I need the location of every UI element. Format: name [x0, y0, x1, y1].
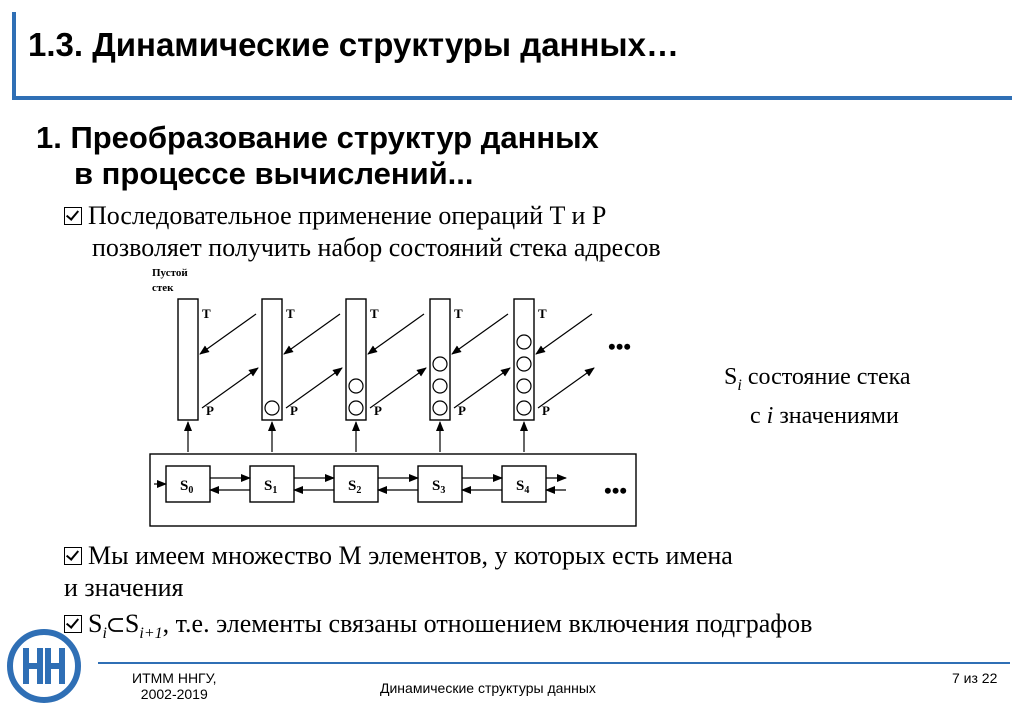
ellipsis-top: •••: [608, 334, 632, 359]
bullet-2-line2: и значения: [64, 573, 184, 602]
section-heading-line1: 1. Преобразование структур данных: [36, 120, 599, 155]
op-t-label: T: [454, 306, 463, 321]
stack-element-circle: [349, 379, 363, 393]
stack-element-circle: [517, 357, 531, 371]
bullet-1-line1: Последовательное применение операций T и P: [88, 201, 607, 230]
op-p-label: P: [206, 403, 214, 418]
stack-element-circle: [517, 379, 531, 393]
bullet-3-s1: S: [88, 609, 103, 638]
empty-stack-label: Пустой: [152, 267, 188, 279]
state-label: $S_1$: [264, 478, 278, 496]
bullet-3-sub2: i+1: [139, 625, 163, 643]
bullet-2: [64, 540, 733, 604]
op-p-arrow: [286, 368, 342, 408]
op-t-label: T: [370, 306, 379, 321]
footer-years: 2002-2019: [140, 686, 208, 702]
footer-title: Динамические структуры данных: [380, 680, 596, 696]
checkbox-icon: [64, 547, 82, 565]
ellipsis-bottom: •••: [604, 478, 628, 503]
op-p-label: P: [290, 403, 298, 418]
state-label: $S_0$: [180, 478, 194, 496]
state-label: $S_3$: [432, 478, 446, 496]
op-p-label: P: [542, 403, 550, 418]
empty-stack-label-2: стек: [152, 282, 174, 294]
stack-element-circle: [517, 401, 531, 415]
op-p-label: P: [374, 403, 382, 418]
bullet-1-line2: позволяет получить набор состояний стека адресов: [92, 233, 661, 262]
bullet-3-sub1: i: [102, 625, 107, 643]
page-title: 1.3. Динамические структуры данных…: [28, 26, 679, 63]
subset-icon: [107, 617, 125, 633]
stack-element-circle: [517, 335, 531, 349]
stack-column: [262, 299, 282, 420]
header-underline: [12, 96, 1012, 100]
unn-logo: [4, 626, 82, 704]
footer-org: [132, 670, 217, 702]
op-p-arrow: [538, 368, 594, 408]
side-note-text2-pre: с: [750, 402, 767, 429]
op-p-arrow: [370, 368, 426, 408]
op-p-label: P: [458, 403, 466, 418]
bullet-2-line1: Мы имеем множество M элементов, у которых есть имена: [88, 541, 733, 570]
bullet-3: [64, 608, 812, 650]
side-note: [724, 362, 911, 431]
stacks-group: [178, 299, 594, 452]
stack-element-circle: [433, 401, 447, 415]
state-label: $S_2$: [348, 478, 362, 496]
stack-element-circle: [349, 401, 363, 415]
stack-element-circle: [265, 401, 279, 415]
stack-column: [430, 299, 450, 420]
op-t-label: T: [202, 306, 211, 321]
stack-column: [178, 299, 198, 420]
stack-column: [346, 299, 366, 420]
stack-element-circle: [433, 357, 447, 371]
footer-divider: [98, 662, 1010, 664]
footer-org-name: ИТММ ННГУ,: [132, 670, 217, 686]
op-p-arrow: [454, 368, 510, 408]
op-t-label: T: [286, 306, 295, 321]
stack-column: [514, 299, 534, 420]
bullet-1: [64, 200, 661, 264]
section-heading: [36, 120, 599, 192]
side-note-text1: состояние стека: [741, 364, 911, 390]
side-note-var: i: [766, 402, 774, 429]
stack-element-circle: [433, 379, 447, 393]
op-p-arrow: [202, 368, 258, 408]
state-label: $S_4$: [516, 478, 530, 496]
side-note-sub: i: [737, 376, 742, 394]
checkbox-icon: [64, 207, 82, 225]
section-heading-line2: в процессе вычислений...: [74, 156, 474, 191]
bullet-3-s2: S: [124, 609, 140, 638]
side-note-text2-post: значениями: [773, 402, 899, 429]
op-t-label: T: [538, 306, 547, 321]
page-number: 7 из 22: [952, 670, 998, 686]
header-accent-bar: [12, 12, 16, 100]
bullet-3-rest: , т.е. элементы связаны отношением включения подграфов: [162, 609, 813, 638]
stack-states-diagram: [140, 262, 640, 534]
states-group: [154, 466, 566, 502]
side-note-symbol: S: [724, 364, 738, 390]
